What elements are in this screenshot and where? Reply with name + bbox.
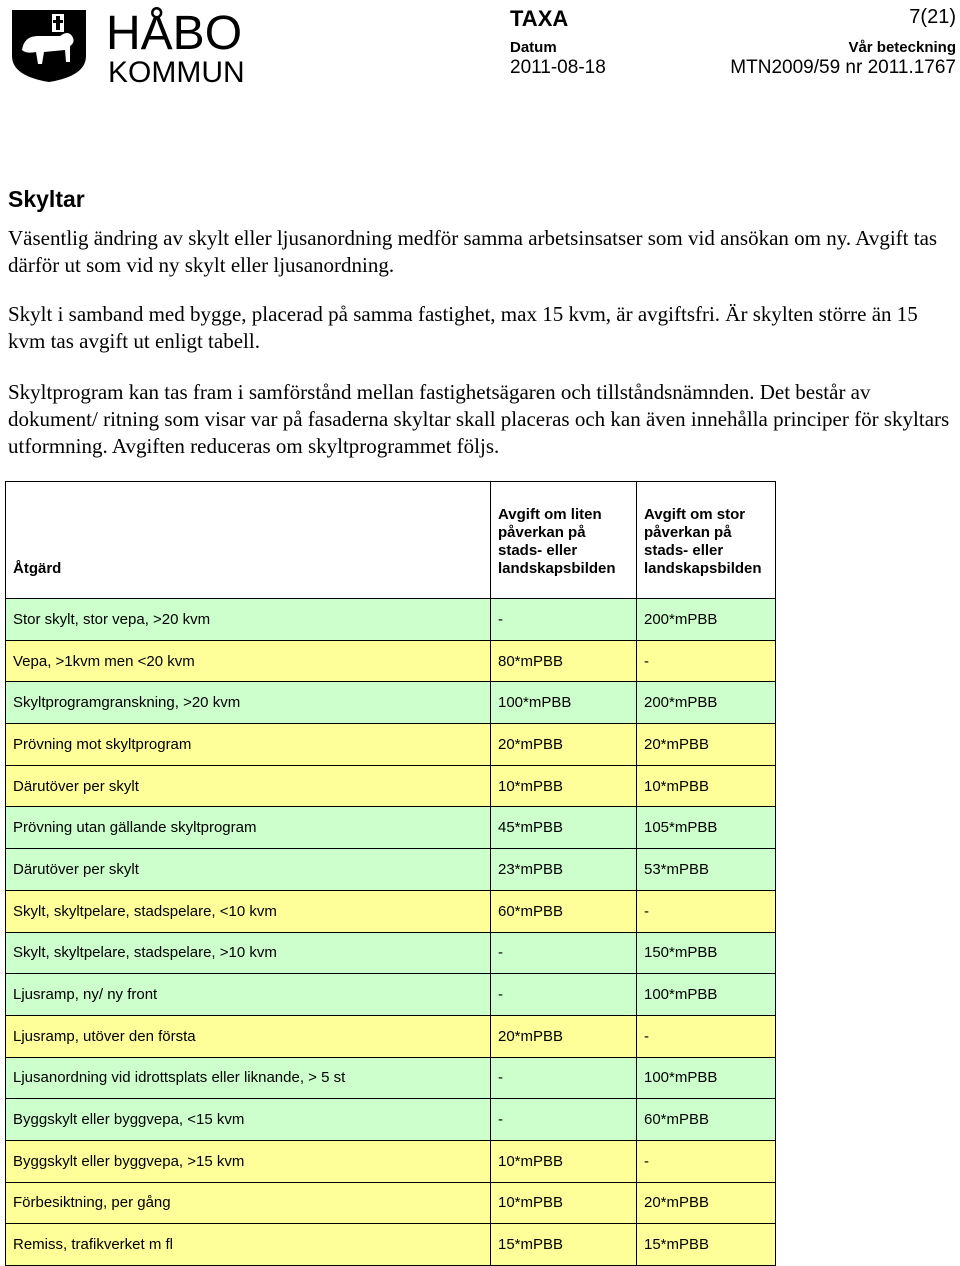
cell-action: Därutöver per skylt [6,765,491,807]
cell-action: Skylt, skyltpelare, stadspelare, >10 kvm [6,932,491,974]
date-label: Datum [510,39,557,56]
cell-action: Byggskylt eller byggvepa, <15 kvm [6,1099,491,1141]
cell-small-impact-fee: - [491,1057,637,1099]
reference-value: MTN2009/59 nr 2011.1767 [730,57,956,78]
section-heading: Skyltar [8,186,85,212]
cell-large-impact-fee: 15*mPBB [637,1224,776,1266]
cell-large-impact-fee: 200*mPBB [637,682,776,724]
cell-small-impact-fee: 20*mPBB [491,1015,637,1057]
cell-action: Vepa, >1kvm men <20 kvm [6,640,491,682]
table-row [6,932,776,974]
table-row [6,849,776,891]
cell-small-impact-fee: 10*mPBB [491,765,637,807]
cell-small-impact-fee: 100*mPBB [491,682,637,724]
table-row [6,1182,776,1224]
cell-action: Byggskylt eller byggvepa, >15 kvm [6,1140,491,1182]
table-row [6,682,776,724]
cell-action: Ljusramp, ny/ ny front [6,974,491,1016]
header-action: Åtgärd [6,482,491,599]
cell-action: Prövning mot skyltprogram [6,724,491,766]
cell-action: Skylt, skyltpelare, stadspelare, <10 kvm [6,890,491,932]
cell-large-impact-fee: - [637,1015,776,1057]
cell-action: Prövning utan gällande skyltprogram [6,807,491,849]
cell-action: Ljusramp, utöver den första [6,1015,491,1057]
table-row [6,1057,776,1099]
cell-large-impact-fee: 53*mPBB [637,849,776,891]
cell-small-impact-fee: - [491,599,637,641]
table-row [6,1099,776,1141]
fee-table [5,481,776,1266]
cell-large-impact-fee: 60*mPBB [637,1099,776,1141]
paragraph-construction-sign: Skylt i samband med bygge, placerad på samma fastighet, max 15 kvm, är avgiftsfri. Är skylten större än 15 kvm tas avgift ut enligt tabell. [8,302,918,353]
cell-small-impact-fee: 60*mPBB [491,890,637,932]
date-value: 2011-08-18 [510,57,606,78]
cell-small-impact-fee: 20*mPBB [491,724,637,766]
cell-large-impact-fee: 10*mPBB [637,765,776,807]
cell-large-impact-fee: 100*mPBB [637,974,776,1016]
cell-action: Remiss, trafikverket m fl [6,1224,491,1266]
fee-table-header [6,482,776,599]
reference-label: Vår beteckning [848,39,956,56]
cell-small-impact-fee: 23*mPBB [491,849,637,891]
cell-large-impact-fee: 20*mPBB [637,724,776,766]
logo-name: HÅBO [106,7,243,60]
municipality-logo [8,6,245,89]
cell-large-impact-fee: 100*mPBB [637,1057,776,1099]
header-large-impact: Avgift om stor påverkan på stads- eller landskapsbilden [637,482,776,599]
lamb-emblem-icon [8,6,90,84]
table-row [6,724,776,766]
cell-small-impact-fee: 10*mPBB [491,1182,637,1224]
header-small-impact: Avgift om liten påverkan på stads- eller landskapsbilden [491,482,637,599]
cell-large-impact-fee: 20*mPBB [637,1182,776,1224]
cell-action: Ljusanordning vid idrottsplats eller liknande, > 5 st [6,1057,491,1099]
table-row [6,1140,776,1182]
cell-small-impact-fee: - [491,932,637,974]
table-row [6,640,776,682]
page-number: 7(21) [909,6,956,28]
table-row [6,765,776,807]
table-row [6,1224,776,1266]
cell-large-impact-fee: - [637,1140,776,1182]
cell-action: Förbesiktning, per gång [6,1182,491,1224]
cell-small-impact-fee: - [491,974,637,1016]
table-row [6,599,776,641]
cell-small-impact-fee: 15*mPBB [491,1224,637,1266]
cell-large-impact-fee: - [637,890,776,932]
cell-small-impact-fee: 10*mPBB [491,1140,637,1182]
document-type: TAXA [510,6,569,31]
cell-small-impact-fee: 45*mPBB [491,807,637,849]
paragraph-change: Väsentlig ändring av skylt eller ljusanordning medför samma arbetsinsatser som vid ansökan om ny. Avgift tas därför ut som vid ny skylt eller ljusanordning. [8,226,938,277]
logo-subtitle: KOMMUN [108,56,245,89]
paragraph-sign-program: Skyltprogram kan tas fram i samförstånd mellan fastighetsägaren och tillståndsnämnden. Det består av dokument/ ritning som visar var på fasaderna skyltar skall placeras och kan även innehålla principer för skyltars utformning. Avgiften reduceras om skyltprogrammet följs. [8,380,950,458]
table-row [6,1015,776,1057]
cell-large-impact-fee: 150*mPBB [637,932,776,974]
cell-action: Stor skylt, stor vepa, >20 kvm [6,599,491,641]
fee-table-body [6,599,776,1266]
table-row [6,890,776,932]
cell-large-impact-fee: - [637,640,776,682]
cell-action: Därutöver per skylt [6,849,491,891]
cell-large-impact-fee: 200*mPBB [637,599,776,641]
cell-action: Skyltprogramgranskning, >20 kvm [6,682,491,724]
table-row [6,807,776,849]
cell-large-impact-fee: 105*mPBB [637,807,776,849]
table-row [6,974,776,1016]
cell-small-impact-fee: 80*mPBB [491,640,637,682]
cell-small-impact-fee: - [491,1099,637,1141]
